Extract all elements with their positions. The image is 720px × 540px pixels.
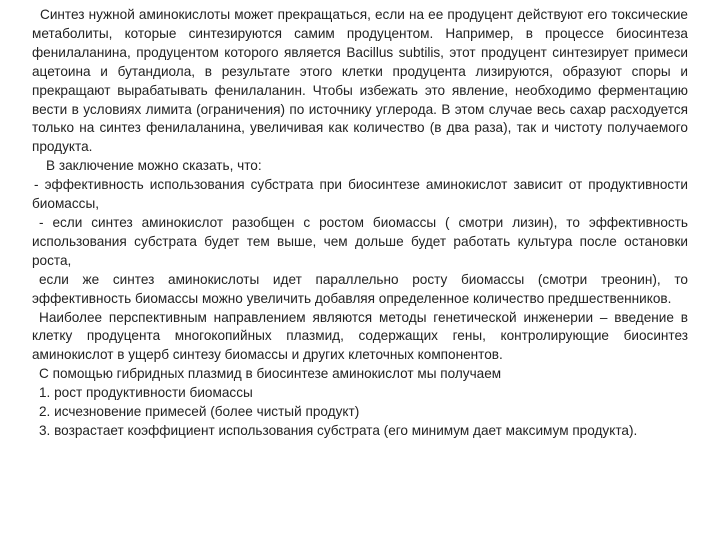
list-item-impurity-removal: 2. исчезновение примесей (более чистый продукт): [39, 404, 360, 420]
paragraph-conclusion-intro: В заключение можно сказать, что:: [46, 158, 262, 174]
paragraph-synthesis-inhibition: Синтез нужной аминокислоты может прекращаться, если на ее продуцент действуют его токсические метаболиты, которые синтезируются самим продуцентом. Например, в процессе биосинтеза фенилаланина, продуцентом которого является Bacillus subtilis, этот продуцент синтезирует примеси ацетоина и бутандиола, в результате этого клетки продуцента лизируются, образуют споры и прекращают вырабатывать фенилаланин. Чтобы избежать это явление, необходимо ферментацию вести в условиях лимита (ограничения) по источнику углерода. В этом случае весь сахар расходуется только на синтез фенилаланина, увеличивая как количество (в два раза), так и чистоту получаемого продукта.: [32, 7, 688, 155]
paragraph-uncoupled-synthesis: - если синтез аминокислот разобщен с ростом биомассы ( смотри лизин), то эффективность использования субстрата будет тем выше, чем дольше будет работать культура после остановки роста,: [32, 214, 688, 268]
document-body: [32, 6, 688, 441]
paragraph-hybrid-plasmids: С помощью гибридных плазмид в биосинтезе аминокислот мы получаем: [39, 366, 502, 382]
paragraph-substrate-efficiency: - эффективность использования субстрата при биосинтезе аминокислот зависит от продуктивности биомассы,: [32, 177, 688, 212]
paragraph-genetic-engineering: Наиболее перспективным направлением являются методы генетической инженерии – введение в клетку продуцента многокопийных плазмид, содержащих гены, контролирующие биосинтез аминокислот в ущерб синтезу биомассы и других клеточных компонентов.: [32, 309, 688, 363]
list-item-biomass-productivity: 1. рост продуктивности биомассы: [39, 385, 253, 401]
paragraph-parallel-synthesis: если же синтез аминокислоты идет параллельно росту биомассы (смотри треонин), то эффективность биомассы можно увеличить добавляя определенное количество предшественников.: [32, 271, 688, 306]
list-item-substrate-coefficient: 3. возрастает коэффициент использования субстрата (его минимум дает максимум продукта).: [39, 422, 638, 438]
